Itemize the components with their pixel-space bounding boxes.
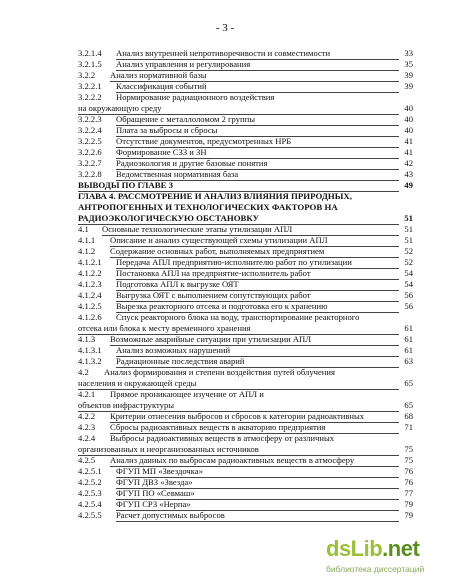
toc-entry-page: 51 xyxy=(404,213,413,223)
toc-entry xyxy=(78,235,413,246)
toc-entry xyxy=(78,136,413,147)
toc-entry-title: Нормирование радиационного воздействия xyxy=(116,92,275,102)
toc-entry-page: 75 xyxy=(404,444,413,454)
toc-entry-title: Основные технологические этапы утилизации АПЛ xyxy=(102,224,399,236)
toc-entry-number: 4.2.5.5 xyxy=(78,510,102,520)
toc-entry-title: Возможные аварийные ситуации при утилизации АПЛ xyxy=(110,334,399,346)
toc-entry-title: Радиационные последствия аварий xyxy=(116,356,399,368)
page-number: - 3 - xyxy=(215,22,235,34)
toc-entry xyxy=(78,477,413,488)
toc-entry xyxy=(78,158,413,169)
toc-entry-number: 4.2.5.1 xyxy=(78,466,102,476)
toc-entry-title: ВЫВОДЫ ПО ГЛАВЕ 3 xyxy=(78,180,399,192)
toc-entry-page: 54 xyxy=(404,268,413,278)
toc-entry-page: 76 xyxy=(404,466,413,476)
toc-entry-number: 3.2.1.5 xyxy=(78,59,102,69)
toc-entry-title: Анализ формирования и степени воздействия путей облучения xyxy=(104,367,335,377)
toc-entry xyxy=(78,213,413,224)
toc-entry xyxy=(78,103,413,114)
toc-entry-page: 49 xyxy=(404,180,413,190)
toc-entry-title: Анализ возможных нарушений xyxy=(116,345,399,357)
toc-entry-title: Подготовка АПЛ к выгрузке ОЯТ xyxy=(116,279,399,291)
toc-entry-number: 4.1.2.2 xyxy=(78,268,102,278)
toc-entry-number: 4.2.3 xyxy=(78,422,96,432)
toc-entry-title: Описание и анализ существующей схемы утилизации АПЛ xyxy=(110,235,399,247)
toc-entry xyxy=(78,48,413,59)
toc-entry xyxy=(78,301,413,312)
toc-entry-number: 4.1.2.1 xyxy=(78,257,102,267)
toc-entry-page: 40 xyxy=(404,114,413,124)
toc-entry-title: Плата за выбросы и сбросы xyxy=(116,125,399,137)
toc-entry-page: 61 xyxy=(404,323,413,333)
watermark-subtitle: библиотека диссертаций xyxy=(326,564,425,574)
toc-entry-number: 4.1.2.3 xyxy=(78,279,102,289)
toc-entry-page: 65 xyxy=(404,378,413,388)
toc-entry-number: 3.2.2.2 xyxy=(78,92,102,102)
toc-entry xyxy=(78,400,413,411)
toc-entry-title: отсека или блока к месту временного хранения xyxy=(78,323,399,335)
toc-entry-number: 4.2.1 xyxy=(78,389,96,399)
toc-entry-title: Вырезка реакторного отсека и подготовка его к хранению xyxy=(116,301,399,313)
toc-entry-page: 79 xyxy=(404,510,413,520)
toc-entry-page: 52 xyxy=(404,257,413,267)
toc-entry-page: 35 xyxy=(404,59,413,69)
toc-entry-title: Выгрузка ОЯТ с выполнением сопутствующих работ xyxy=(116,290,399,302)
toc-entry xyxy=(78,81,413,92)
toc-entry-number: 4.2.2 xyxy=(78,411,96,421)
toc-entry-page: 40 xyxy=(404,125,413,135)
toc-entry-page: 33 xyxy=(404,48,413,58)
toc-entry-title: ФГУП МП «Звездочка» xyxy=(116,466,399,478)
toc-entry-title: Анализ внутренней непротиворечивости и совместимости xyxy=(116,48,399,60)
toc-entry-title: ФГУП ПО «Севмаш» xyxy=(116,488,399,500)
toc-entry xyxy=(78,92,413,103)
toc-entry xyxy=(78,312,413,323)
toc-entry-page: 42 xyxy=(404,158,413,168)
toc-entry-title: Радиоэкология и другие базовые понятия xyxy=(116,158,399,170)
toc-entry-title: Спуск реакторного блока на воду, транспортирование реакторного xyxy=(116,312,360,322)
watermark-logo-main: dsLib xyxy=(326,536,383,561)
toc-entry-page: 61 xyxy=(404,345,413,355)
toc-entry-number: 3.2.2.4 xyxy=(78,125,102,135)
toc-entry-number: 3.2.2 xyxy=(78,70,96,80)
toc-entry-number: 4.1.1 xyxy=(78,235,96,245)
toc-entry-number: 4.1.3.2 xyxy=(78,356,102,366)
toc-entry-page: 51 xyxy=(404,224,413,234)
toc-entry xyxy=(78,180,413,191)
toc-entry-number: 4.1.3 xyxy=(78,334,96,344)
toc-entry-page: 71 xyxy=(404,422,413,432)
toc-entry-page: 51 xyxy=(404,235,413,245)
toc-entry-title: Анализ нормативной базы xyxy=(110,70,399,82)
toc-entry xyxy=(78,246,413,257)
toc-entry xyxy=(78,202,413,213)
toc-entry xyxy=(78,488,413,499)
toc-entry-page: 56 xyxy=(404,290,413,300)
toc-entry-title: Сбросы радиоактивных веществ в акваторию предприятия xyxy=(110,422,399,434)
toc-entry-title: Анализ управления и регулирования xyxy=(116,59,399,71)
toc-entry xyxy=(78,455,413,466)
toc-entry-title: Прямое проникающее изучение от АПЛ и xyxy=(110,389,264,399)
toc-entry-page: 40 xyxy=(404,103,413,113)
toc-entry-number: 3.2.2.6 xyxy=(78,147,102,157)
toc-entry-title: Анализ данных по выбросам радиоактивных веществ в атмосферу xyxy=(110,455,399,467)
toc-entry-page: 79 xyxy=(404,499,413,509)
toc-entry xyxy=(78,466,413,477)
toc-entry xyxy=(78,323,413,334)
toc-entry-page: 41 xyxy=(404,147,413,157)
toc-entry-page: 41 xyxy=(404,136,413,146)
toc-entry-number: 4.1.2.5 xyxy=(78,301,102,311)
toc-entry-number: 4.2.5.4 xyxy=(78,499,102,509)
toc-entry-title: объектов инфраструктуры xyxy=(78,400,399,412)
toc-entry xyxy=(78,59,413,70)
toc-entry-number: 3.2.2.1 xyxy=(78,81,102,91)
toc-entry xyxy=(78,279,413,290)
toc-entry xyxy=(78,367,413,378)
toc-entry-page: 52 xyxy=(404,246,413,256)
toc-entry-title: организованных и неорганизованных источников xyxy=(78,444,399,456)
toc-entry-page: 68 xyxy=(404,411,413,421)
toc-entry xyxy=(78,510,413,521)
toc-entry xyxy=(78,411,413,422)
toc-entry-number: 4.2.5 xyxy=(78,455,96,465)
toc-entry-title: Обращение с металлоломом 2 группы xyxy=(116,114,399,126)
toc-entry-page: 77 xyxy=(404,488,413,498)
toc-entry-page: 39 xyxy=(404,81,413,91)
toc-entry-page: 43 xyxy=(404,169,413,179)
toc-entry xyxy=(78,70,413,81)
toc-entry xyxy=(78,378,413,389)
toc-entry xyxy=(78,191,413,202)
toc-entry xyxy=(78,422,413,433)
toc-entry-number: 3.2.2.7 xyxy=(78,158,102,168)
toc-entry-number: 3.2.2.5 xyxy=(78,136,102,146)
toc-entry-number: 4.1.2.4 xyxy=(78,290,102,300)
toc-entry-title: Содержание основных работ, выполняемых предприятием xyxy=(110,246,399,258)
toc-entry-title: на окружающую среду xyxy=(78,103,399,115)
toc-entry-title: Отсутствие документов, предусмотренных НРБ xyxy=(116,136,399,148)
toc-entry-number: 3.2.1.4 xyxy=(78,48,102,58)
toc-entry xyxy=(78,389,413,400)
toc-entry xyxy=(78,125,413,136)
toc-entry-title: АНТРОПОГЕННЫХ И ТЕХНОЛОГИЧЕСКИХ ФАКТОРОВ НА xyxy=(78,202,338,212)
toc-entry-number: 4.1.2.6 xyxy=(78,312,102,322)
toc-entry-title: РАДИОЭКОЛОГИЧЕСКУЮ ОБСТАНОВКУ xyxy=(78,213,399,225)
toc-entry-number: 4.2.5.3 xyxy=(78,488,102,498)
table-of-contents xyxy=(78,48,413,521)
toc-entry-page: 65 xyxy=(404,400,413,410)
toc-entry-title: Формирование СЗЗ и ЗН xyxy=(116,147,399,159)
watermark-logo-tld: .net xyxy=(382,536,420,561)
toc-entry xyxy=(78,290,413,301)
toc-entry-number: 4.1 xyxy=(78,224,89,234)
toc-entry xyxy=(78,147,413,158)
toc-entry xyxy=(78,257,413,268)
toc-entry-number: 3.2.2.8 xyxy=(78,169,102,179)
toc-entry-title: ФГУП СРЗ «Нерпа» xyxy=(116,499,399,511)
toc-entry-page: 56 xyxy=(404,301,413,311)
toc-entry-number: 4.1.2 xyxy=(78,246,96,256)
toc-entry-page: 61 xyxy=(404,334,413,344)
toc-entry xyxy=(78,268,413,279)
toc-entry-page: 39 xyxy=(404,70,413,80)
toc-entry xyxy=(78,334,413,345)
toc-entry-page: 54 xyxy=(404,279,413,289)
toc-entry-page: 63 xyxy=(404,356,413,366)
toc-entry xyxy=(78,169,413,180)
toc-entry-number: 3.2.2.3 xyxy=(78,114,102,124)
toc-entry-title: Ведомственная нормативная база xyxy=(116,169,399,181)
toc-entry xyxy=(78,356,413,367)
watermark xyxy=(326,536,446,578)
toc-entry-title: Постановка АПЛ на предприятие-исполнитель работ xyxy=(116,268,399,280)
toc-entry xyxy=(78,499,413,510)
toc-entry-title: Передача АПЛ предприятию-исполнителю работ по утилизации xyxy=(116,257,399,269)
toc-entry-number: 4.2.4 xyxy=(78,433,96,443)
toc-entry-title: Критерии отнесения выбросов и сбросов к категории радиоактивных xyxy=(110,411,399,423)
toc-entry-number: 4.2 xyxy=(78,367,89,377)
toc-entry-title: Классификация событий xyxy=(116,81,399,93)
toc-entry-title: населения и окружающей среды xyxy=(78,378,399,390)
toc-entry-page: 75 xyxy=(404,455,413,465)
watermark-logo xyxy=(326,536,419,562)
toc-entry-page: 76 xyxy=(404,477,413,487)
toc-entry-title: ФГУП ДВЗ «Звезда» xyxy=(116,477,399,489)
toc-entry-title: ГЛАВА 4. РАССМОТРЕНИЕ И АНАЛИЗ ВЛИЯНИЯ ПРИРОДНЫХ, xyxy=(78,191,352,201)
toc-entry xyxy=(78,433,413,444)
toc-entry-title: Расчет допустимых выбросов xyxy=(116,510,399,522)
toc-entry xyxy=(78,444,413,455)
toc-entry xyxy=(78,345,413,356)
toc-entry-number: 4.2.5.2 xyxy=(78,477,102,487)
toc-entry-title: Выбросы радиоактивных веществ в атмосферу от различных xyxy=(110,433,335,443)
toc-entry-number: 4.1.3.1 xyxy=(78,345,102,355)
toc-entry xyxy=(78,224,413,235)
toc-entry xyxy=(78,114,413,125)
